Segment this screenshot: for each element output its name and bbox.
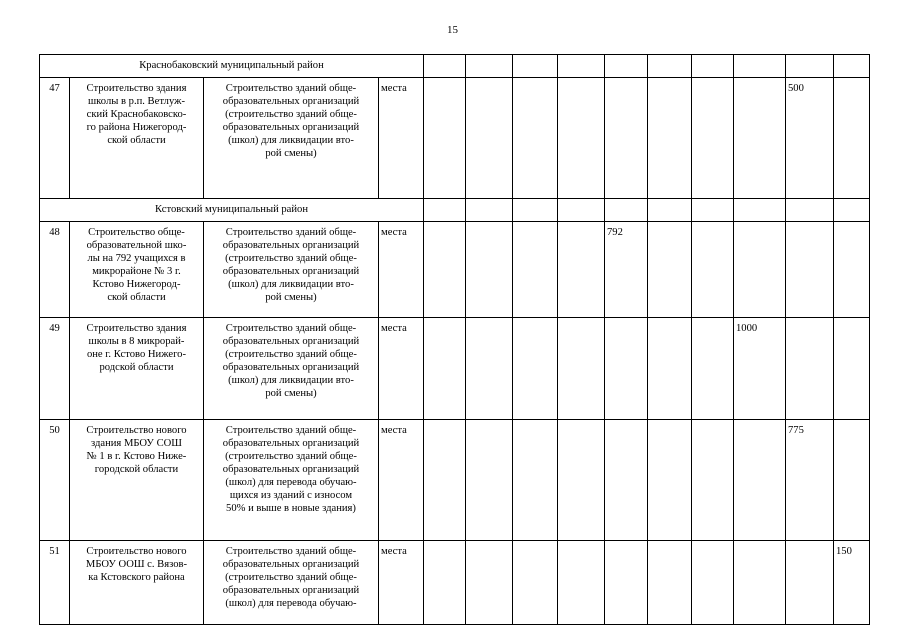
- value-cell: [648, 420, 692, 541]
- table-row: [40, 222, 870, 318]
- unit-of-measure: места: [379, 318, 424, 420]
- value-cell: [648, 541, 692, 625]
- value-cell: [734, 78, 786, 199]
- unit-of-measure: места: [379, 420, 424, 541]
- value-cell: [605, 541, 648, 625]
- district-header-row: [40, 55, 870, 78]
- table-row: [40, 541, 870, 625]
- object-description: Строительство зданий обще- образовательных организаций (строительство зданий обще- образовательных организаций (школ) для перевода обучаю- щихся из зданий с износом 50% и выше в новые здания): [204, 420, 379, 541]
- page-number: 15: [447, 24, 458, 36]
- value-cell: 1000: [734, 318, 786, 420]
- empty-cell: [692, 199, 734, 222]
- value-cell: [558, 318, 605, 420]
- empty-cell: [734, 55, 786, 78]
- table-row: [40, 318, 870, 420]
- district-title: Краснобаковский муниципальный район: [40, 55, 424, 78]
- table-row: [40, 78, 870, 199]
- value-cell: [648, 222, 692, 318]
- empty-cell: [834, 55, 870, 78]
- object-description: Строительство зданий обще- образовательных организаций (строительство зданий обще- образовательных организаций (школ) для ликвидации вто- рой смены): [204, 318, 379, 420]
- empty-cell: [466, 55, 513, 78]
- value-cell: 150: [834, 541, 870, 625]
- empty-cell: [834, 199, 870, 222]
- value-cell: [466, 78, 513, 199]
- value-cell: [466, 222, 513, 318]
- value-cell: [424, 318, 466, 420]
- value-cell: [734, 420, 786, 541]
- value-cell: [786, 318, 834, 420]
- value-cell: [692, 78, 734, 199]
- value-cell: [558, 541, 605, 625]
- value-cell: 792: [605, 222, 648, 318]
- empty-cell: [734, 199, 786, 222]
- empty-cell: [558, 199, 605, 222]
- value-cell: [734, 222, 786, 318]
- value-cell: [834, 318, 870, 420]
- empty-cell: [786, 55, 834, 78]
- value-cell: [605, 420, 648, 541]
- object-name: Строительство обще- образовательной шко- лы на 792 учащихся в микрорайоне № 3 г. Кстово Нижегород- ской области: [70, 222, 204, 318]
- district-header-row: [40, 199, 870, 222]
- value-cell: 775: [786, 420, 834, 541]
- object-description: Строительство зданий обще- образовательных организаций (строительство зданий обще- образовательных организаций (школ) для ликвидации вто- рой смены): [204, 78, 379, 199]
- table-row: [40, 420, 870, 541]
- row-number: 49: [40, 318, 70, 420]
- row-number: 50: [40, 420, 70, 541]
- object-name: Строительство нового здания МБОУ СОШ № 1 в г. Кстово Ниже- городской области: [70, 420, 204, 541]
- value-cell: [648, 78, 692, 199]
- value-cell: [605, 318, 648, 420]
- value-cell: [513, 78, 558, 199]
- empty-cell: [558, 55, 605, 78]
- value-cell: [424, 78, 466, 199]
- value-cell: [692, 541, 734, 625]
- value-cell: [834, 222, 870, 318]
- value-cell: [734, 541, 786, 625]
- value-cell: [558, 420, 605, 541]
- value-cell: [466, 420, 513, 541]
- row-number: 51: [40, 541, 70, 625]
- value-cell: [692, 420, 734, 541]
- value-cell: 500: [786, 78, 834, 199]
- value-cell: [466, 541, 513, 625]
- empty-cell: [648, 199, 692, 222]
- investment-table: [39, 54, 870, 625]
- value-cell: [513, 318, 558, 420]
- value-cell: [558, 78, 605, 199]
- object-description: Строительство зданий обще- образовательных организаций (строительство зданий обще- образовательных организаций (школ) для перевода обучаю-: [204, 541, 379, 625]
- object-name: Строительство нового МБОУ ООШ с. Вязов- ка Кстовского района: [70, 541, 204, 625]
- empty-cell: [513, 55, 558, 78]
- empty-cell: [605, 199, 648, 222]
- value-cell: [834, 78, 870, 199]
- empty-cell: [648, 55, 692, 78]
- value-cell: [558, 222, 605, 318]
- value-cell: [834, 420, 870, 541]
- value-cell: [605, 78, 648, 199]
- empty-cell: [466, 199, 513, 222]
- empty-cell: [424, 199, 466, 222]
- object-name: Строительство здания школы в р.п. Ветлуж- ский Краснобаковско- го района Нижегород- ской области: [70, 78, 204, 199]
- empty-cell: [786, 199, 834, 222]
- value-cell: [692, 222, 734, 318]
- object-description: Строительство зданий обще- образовательных организаций (строительство зданий обще- образовательных организаций (школ) для ликвидации вто- рой смены): [204, 222, 379, 318]
- value-cell: [786, 541, 834, 625]
- value-cell: [786, 222, 834, 318]
- value-cell: [513, 541, 558, 625]
- value-cell: [513, 420, 558, 541]
- row-number: 47: [40, 78, 70, 199]
- object-name: Строительство здания школы в 8 микрорай- оне г. Кстово Нижего- родской области: [70, 318, 204, 420]
- empty-cell: [605, 55, 648, 78]
- unit-of-measure: места: [379, 78, 424, 199]
- empty-cell: [424, 55, 466, 78]
- empty-cell: [692, 55, 734, 78]
- value-cell: [466, 318, 513, 420]
- value-cell: [648, 318, 692, 420]
- empty-cell: [513, 199, 558, 222]
- value-cell: [424, 541, 466, 625]
- unit-of-measure: места: [379, 222, 424, 318]
- value-cell: [424, 420, 466, 541]
- value-cell: [424, 222, 466, 318]
- unit-of-measure: места: [379, 541, 424, 625]
- row-number: 48: [40, 222, 70, 318]
- district-title: Кстовский муниципальный район: [40, 199, 424, 222]
- value-cell: [692, 318, 734, 420]
- value-cell: [513, 222, 558, 318]
